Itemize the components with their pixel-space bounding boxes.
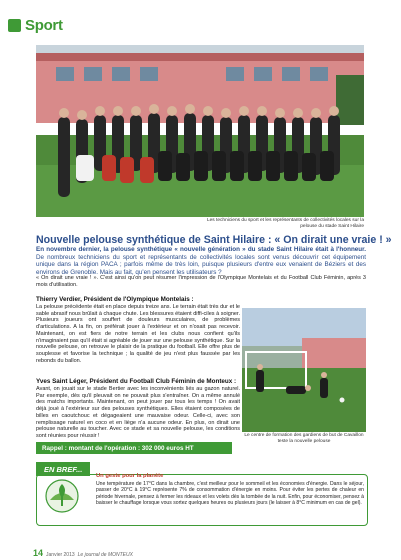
- main-photo: [36, 45, 364, 217]
- en-bref-text: Une température de 17°C dans la chambre, c'est meilleur pour le sommeil et les économies d'énergie. Dans le séjour, passer de 20°C à 19°C représente 7% de consommation d'énergie en moins. Pour éviter les pertes de chaleur en période hivernale, pensez à fermer les rideaux et les volets dès la tombée de la nuit. Enfin, pour économiser, pensez à baisser le chauffage lorsque vous sortez quelques heures ou plusieurs jours (le laisser à 8°C minimum en cas de gel).: [96, 481, 364, 507]
- interview-2-text: Avant, on jouait sur le stade Bertier avec les inconvénients liés au gazon naturel. Par exemple, dès qu'il pleuvait on ne pouvait plus s'entraîner. On a même annulé des matchs importants. Maintenant, on peut jouer par tous les temps ! On avait déjà joué à l'extérieur sur des pelouses synthétiques. Elles étaient composées de billes en caoutchouc et dégageaient une mauvaise odeur. Celle-ci, avec son remplissage naturel en coco et en liège n'a aucune odeur. En plus, on dirait une pelouse naturelle au toucher. Avec ce stade et sa nouvelle pelouse, les conditions sont réunies pour réussir !: [36, 386, 240, 439]
- rappel-banner: Rappel : montant de l'opération : 302 000 euros HT: [36, 442, 232, 454]
- article-lead-rest: De nombreux techniciens du sport et représentants de collectivités locales sont venus découvrir cet équipement unique dans la région PACA ; parfois même de très loin, puisque plusieurs d'entre eux venaient de Béziers et des environs de Grenoble. Mais au fait, qu'en pensent les utilisateurs ?: [36, 253, 366, 276]
- planet-logo-icon: [44, 478, 80, 514]
- article-intro: « On dirait une vraie ! ». C'est ainsi qu'on peut résumer l'impression de l'Olympique Montelais et du Football Club Féminin, après 3 mois d'utilisation.: [36, 275, 366, 288]
- interview-2-name: Yves Saint Léger, Président du Football Club Féminin de Monteux :: [36, 378, 237, 385]
- footer-publication: Le journal de MONTEUX: [77, 552, 133, 558]
- interview-block-2: [36, 378, 240, 440]
- interview-block-1: [36, 296, 240, 364]
- main-photo-caption: Les techniciens du sport et les représentants de collectivités locales sur la pelouse du stade Saint Hilaire: [206, 218, 364, 229]
- page-footer: [33, 548, 133, 558]
- goalkeeper-photo-illustration: [242, 308, 366, 432]
- article-headline: Nouvelle pelouse synthétique de Saint Hilaire : « On dirait une vraie ! »: [36, 234, 392, 246]
- goalkeeper-photo: [242, 308, 366, 432]
- interview-1-text: La pelouse précédente était en place depuis treize ans. Le terrain était très dur et le sable abrasif nous brûlait à chaque chute. Les blessures étaient diffi-ciles à soigner. Plusieurs joueurs ont souffert de douleurs musculaires, de problèmes d'articulations. A la fin, on préférait jouer à l'extérieur et on n'osait pas recevoir. Maintenant, on est fiers de notre terrain et les clubs nous confient qu'ils n'imaginaient pas qu'il était si agréable de jouer sur une pelouse synthétique. Sur la nouvelle pelouse, on retrouve le plaisir de la pratique du football. Elle offre plus de souplesse et favorise la technique ; la qualité de jeu n'est plus faussée par les rebonds du ballon.: [36, 304, 240, 364]
- interview-1-name: Thierry Verdier, Président de l'Olympique Montelais :: [36, 296, 194, 303]
- section-title: Sport: [25, 16, 63, 34]
- footer-date: Janvier 2013: [46, 552, 75, 558]
- en-bref-label: EN BREF...: [36, 462, 90, 476]
- section-header: [8, 17, 63, 33]
- article-lead: [36, 246, 366, 276]
- article-lead-bold: En novembre dernier, la pelouse synthétique « nouvelle génération » du stade Saint Hilaire était à l'honneur.: [36, 246, 366, 253]
- page-number: 14: [33, 548, 44, 558]
- en-bref-title: Un geste pour la planète: [96, 473, 164, 479]
- group-photo-illustration: [36, 45, 364, 217]
- section-square-icon: [8, 19, 21, 32]
- goalkeeper-photo-caption: Le centre de formation des gardiens de but de Cavaillon teste la nouvelle pelouse: [244, 433, 364, 444]
